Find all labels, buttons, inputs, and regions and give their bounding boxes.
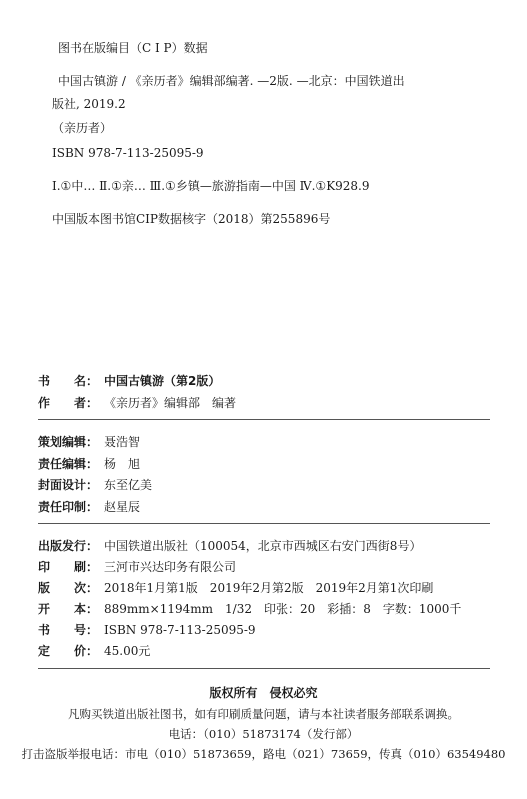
editor-value: 聂浩智: [104, 435, 141, 449]
divider-1: [38, 419, 490, 420]
pub-label: 印 刷：: [38, 560, 99, 574]
book-title-row: [38, 373, 220, 389]
service-phone: 电话：（010）51873174（发行部）: [168, 727, 359, 741]
pub-row: [38, 559, 236, 575]
editor-value: 赵星辰: [104, 500, 141, 514]
pub-value: 三河市兴达印务有限公司: [104, 560, 237, 574]
editor-label: 封面设计：: [38, 478, 99, 492]
editor-row: [38, 477, 152, 493]
pub-label: 书 号：: [38, 623, 99, 637]
pub-row: [38, 643, 150, 659]
quality-notice: 凡购买铁道出版社图书，如有印刷质量问题，请与本社读者服务部联系调换。: [68, 707, 459, 721]
pub-value: 2018年1月第1版 2019年2月第2版 2019年2月第1次印刷: [104, 581, 434, 595]
pub-label: 出版发行：: [38, 539, 99, 553]
pub-label: 开 本：: [38, 602, 99, 616]
editor-row: [38, 434, 140, 450]
copyright-notice: 版权所有 侵权必究: [209, 686, 318, 700]
book-title: 中国古镇游（第2版）: [104, 374, 221, 388]
cip-isbn: ISBN 978-7-113-25095-9: [52, 146, 204, 160]
pub-value: 中国铁道出版社（100054，北京市西城区右安门西街8号）: [104, 539, 422, 553]
pub-row: [38, 580, 433, 596]
cip-line-2: 版社, 2019.2: [52, 97, 126, 111]
book-title-label: 书 名：: [38, 374, 99, 388]
pub-value: 45.00元: [104, 644, 151, 658]
pub-row: [38, 622, 256, 638]
book-author-row: [38, 395, 236, 411]
divider-3: [38, 668, 490, 669]
cip-line-3: （亲历者）: [52, 121, 113, 135]
book-author-label: 作 者：: [38, 396, 99, 410]
cip-heading: 图书在版编目（C I P）数据: [58, 41, 208, 55]
divider-2: [38, 523, 490, 524]
cip-line-1: 中国古镇游 / 《亲历者》编辑部编著. —2版. —北京：中国铁道出: [58, 74, 405, 88]
editor-label: 责任印制：: [38, 500, 99, 514]
pub-label: 定 价：: [38, 644, 99, 658]
editor-label: 责任编辑：: [38, 457, 99, 471]
editor-value: 杨 旭: [104, 457, 141, 471]
cip-classification: Ⅰ.①中… Ⅱ.①亲… Ⅲ.①乡镇—旅游指南—中国 Ⅳ.①K928.9: [52, 179, 370, 193]
editor-row: [38, 456, 140, 472]
pub-row: [38, 601, 461, 617]
editor-label: 策划编辑：: [38, 435, 99, 449]
piracy-report-phone: 打击盗版举报电话：市电（010）51873659，路电（021）73659，传真（010）63549480: [21, 747, 506, 761]
book-author: 《亲历者》编辑部 编著: [104, 396, 237, 410]
editor-value: 东至亿美: [104, 478, 153, 492]
pub-label: 版 次：: [38, 581, 99, 595]
pub-row: [38, 538, 421, 554]
pub-value: 889mm×1194mm 1/32 印张：20 彩插：8 字数：1000千: [104, 602, 462, 616]
editor-row: [38, 499, 140, 515]
cip-record-number: 中国版本图书馆CIP数据核字（2018）第255896号: [52, 212, 331, 226]
pub-value: ISBN 978-7-113-25095-9: [104, 623, 256, 637]
